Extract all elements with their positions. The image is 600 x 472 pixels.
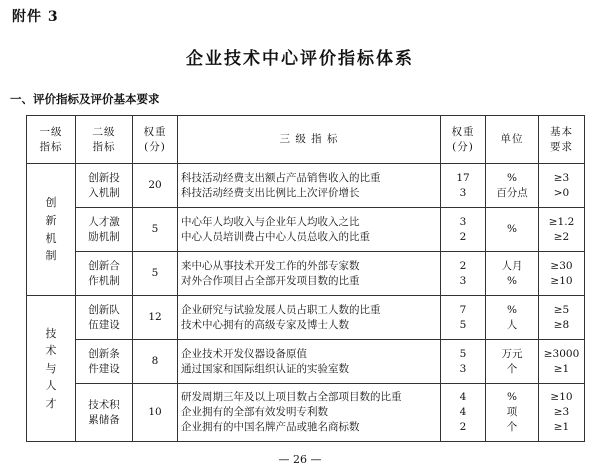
- indicator-table: [26, 115, 585, 442]
- header-row: [27, 116, 585, 164]
- indicator-weights: 7 5: [441, 296, 486, 340]
- header-unit: 单位: [486, 116, 539, 164]
- indicator-requirements: ≥1.2 ≥2: [539, 208, 585, 252]
- indicator-weights: 2 3: [441, 252, 486, 296]
- level2-cell: 人才激 励机制: [76, 208, 133, 252]
- indicator-requirements: ≥30 ≥10: [539, 252, 585, 296]
- level2-cell: 创新队 伍建设: [76, 296, 133, 340]
- indicator-requirements: ≥3000 ≥1: [539, 340, 585, 384]
- indicator-list: 研发周期三年及以上项目数占全部项目数的比重 企业拥有的全部有效发明专利数 企业拥有的中国名牌产品或驰名商标数: [178, 384, 441, 442]
- indicator-requirements: ≥3 >0: [539, 164, 585, 208]
- indicator-units: % 项 个: [486, 384, 539, 442]
- header-weight-level2: 权重 (分): [133, 116, 178, 164]
- header-level3: 三 级 指 标: [178, 116, 441, 164]
- indicator-list: 中心年人均收入与企业年人均收入之比 中心人员培训费占中心人员总收入的比重: [178, 208, 441, 252]
- table-row: [27, 296, 585, 340]
- table-row: [27, 164, 585, 208]
- level2-weight: 5: [133, 208, 178, 252]
- indicator-weights: 5 3: [441, 340, 486, 384]
- indicator-weights: 17 3: [441, 164, 486, 208]
- level2-weight: 20: [133, 164, 178, 208]
- level2-weight: 12: [133, 296, 178, 340]
- table-row: [27, 340, 585, 384]
- header-weight-level3: 权重 (分): [441, 116, 486, 164]
- indicator-units: 万元 个: [486, 340, 539, 384]
- indicator-weights: 4 4 2: [441, 384, 486, 442]
- indicator-units: 人月 %: [486, 252, 539, 296]
- indicator-units: % 百分点: [486, 164, 539, 208]
- indicator-list: 科技活动经费支出额占产品销售收入的比重 科技活动经费支出比例比上次评价增长: [178, 164, 441, 208]
- level2-cell: 创新合 作机制: [76, 252, 133, 296]
- table-row: [27, 208, 585, 252]
- page-number: — 26 —: [278, 453, 322, 466]
- indicator-units: %: [486, 208, 539, 252]
- indicator-units: % 人: [486, 296, 539, 340]
- level2-cell: 创新条 件建设: [76, 340, 133, 384]
- header-level1: 一级 指标: [27, 116, 76, 164]
- level1-innovation-mechanism: 创 新 机 制: [27, 164, 76, 296]
- page-title: 企业技术中心评价指标体系: [186, 49, 414, 69]
- level2-weight: 5: [133, 252, 178, 296]
- level1-technology-and-talent: 技 术 与 人 才: [27, 296, 76, 442]
- level2-weight: 8: [133, 340, 178, 384]
- annex-label: 附件 3: [12, 9, 59, 25]
- level2-weight: 10: [133, 384, 178, 442]
- indicator-weights: 3 2: [441, 208, 486, 252]
- level2-cell: 创新投 入机制: [76, 164, 133, 208]
- indicator-list: 来中心从事技术开发工作的外部专家数 对外合作项目占全部开发项目数的比重: [178, 252, 441, 296]
- indicator-requirements: ≥5 ≥8: [539, 296, 585, 340]
- indicator-requirements: ≥10 ≥3 ≥1: [539, 384, 585, 442]
- table-row: [27, 252, 585, 296]
- indicator-list: 企业技术开发仪器设备原值 通过国家和国际组织认证的实验室数: [178, 340, 441, 384]
- table-row: [27, 384, 585, 442]
- level2-cell: 技术积 累储备: [76, 384, 133, 442]
- section-heading: 一、评价指标及评价基本要求: [10, 92, 160, 106]
- indicator-list: 企业研究与试验发展人员占职工人数的比重 技术中心拥有的高级专家及博士人数: [178, 296, 441, 340]
- header-basic-requirement: 基本 要求: [539, 116, 585, 164]
- header-level2: 二级 指标: [76, 116, 133, 164]
